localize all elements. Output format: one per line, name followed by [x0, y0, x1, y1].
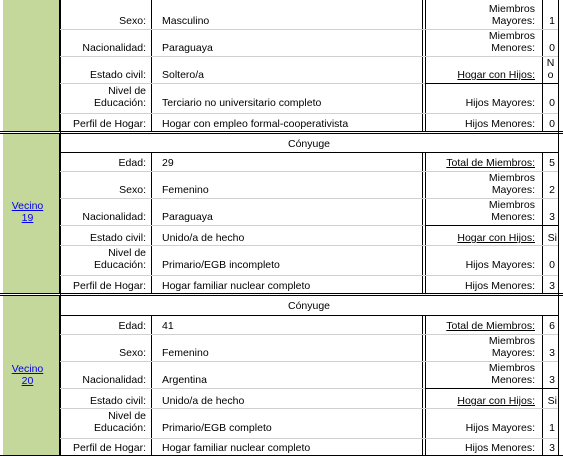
grid-line: [558, 0, 559, 456]
label-sexo: Sexo:: [119, 184, 146, 196]
label-hogar-con-hijos: Hogar con Hijos:: [457, 395, 535, 407]
label-hijos-menores: Hijos Menores:: [464, 442, 535, 454]
value-line: o: [547, 69, 554, 81]
grid-line: [422, 315, 423, 456]
label-line: Miembros: [488, 362, 535, 374]
value-nivel-educacion: Terciario no universitario completo: [162, 97, 322, 109]
value-perfil-hogar: Hogar familiar nuclear completo: [162, 280, 311, 292]
grid-line: [151, 152, 152, 293]
label-miembros-mayores: [428, 3, 535, 27]
value-miembros-mayores: 1: [549, 15, 555, 27]
vecino-20-link-word: Vecino: [11, 363, 44, 375]
label-miembros-mayores: [428, 172, 535, 196]
label-miembros-menores: [428, 199, 535, 223]
section-header-conyuge: Cónyuge: [287, 138, 331, 150]
value-line: N: [546, 57, 555, 69]
value-miembros-menores: 3: [549, 374, 555, 386]
grid-line: [425, 0, 426, 131]
row-separator: [60, 275, 558, 276]
label-nivel-educacion: [62, 247, 146, 271]
label-total-miembros: Total de Miembros:: [446, 157, 535, 169]
label-line: Miembros: [488, 199, 535, 211]
value-hijos-menores: 3: [549, 442, 555, 454]
grid-line: [425, 152, 426, 293]
section-header-conyuge: Cónyuge: [287, 300, 331, 312]
value-nacionalidad: Argentina: [162, 374, 207, 386]
label-line: Mayores:: [491, 347, 535, 359]
label-hijos-menores: Hijos Menores:: [464, 280, 535, 292]
label-hijos-mayores: Hijos Mayores:: [465, 97, 535, 109]
value-nacionalidad: Paraguaya: [162, 211, 213, 223]
value-nivel-educacion: Primario/EGB incompleto: [162, 259, 280, 271]
vecino-19-link[interactable]: [0, 200, 55, 224]
label-line: Miembros: [488, 172, 535, 184]
row-separator: [60, 408, 558, 409]
label-hijos-mayores: Hijos Mayores:: [465, 422, 535, 434]
grid-line: [0, 295, 563, 296]
value-miembros-mayores: 3: [549, 347, 555, 359]
value-estado-civil: Unido/a de hecho: [162, 232, 245, 244]
row-separator: [60, 56, 558, 57]
value-miembros-menores: 3: [549, 211, 555, 223]
value-sexo: Masculino: [162, 15, 210, 27]
label-perfil-hogar: Perfil de Hogar:: [73, 280, 146, 292]
value-hijos-mayores: 0: [549, 97, 555, 109]
grid-line: [425, 83, 558, 84]
grid-line: [60, 152, 558, 153]
value-sexo: Femenino: [162, 184, 209, 196]
label-estado-civil: Estado civil:: [89, 232, 146, 244]
label-line: Educación:: [94, 97, 146, 109]
label-miembros-menores: [428, 362, 535, 386]
label-edad: Edad:: [118, 157, 146, 169]
label-line: Nivel de: [108, 410, 146, 422]
label-nacionalidad: Nacionalidad:: [82, 211, 146, 223]
label-line: Nivel de: [108, 85, 146, 97]
grid-line: [425, 315, 426, 456]
label-hogar-con-hijos: Hogar con Hijos:: [457, 69, 535, 81]
row-separator: [60, 438, 558, 439]
label-line: Menores:: [491, 42, 535, 54]
vecino-20-link-number: 20: [21, 375, 34, 387]
label-line: Nivel de: [108, 247, 146, 259]
vecino-cell-18: [3, 0, 60, 131]
label-nivel-educacion: [62, 85, 146, 109]
label-edad: Edad:: [118, 320, 146, 332]
value-sexo: Femenino: [162, 347, 209, 359]
grid-line: [422, 0, 423, 131]
label-perfil-hogar: Perfil de Hogar:: [73, 442, 146, 454]
label-sexo: Sexo:: [119, 347, 146, 359]
value-estado-civil: Soltero/a: [162, 69, 205, 81]
grid-line: [151, 0, 152, 131]
label-miembros-mayores: [428, 335, 535, 359]
label-nacionalidad: Nacionalidad:: [82, 374, 146, 386]
label-miembros-menores: [428, 30, 535, 54]
value-edad: 41: [162, 320, 174, 332]
value-hogar-con-hijos: Si: [547, 232, 557, 244]
value-perfil-hogar: Hogar con empleo formal-cooperativista: [162, 118, 349, 130]
label-line: Miembros: [488, 30, 535, 42]
label-line: Educación:: [94, 259, 146, 271]
grid-line: [151, 315, 152, 456]
vecino-19-link-number: 19: [21, 212, 34, 224]
value-hijos-menores: 0: [549, 118, 555, 130]
value-edad: 29: [162, 157, 174, 169]
grid-line: [422, 152, 423, 293]
label-line: Menores:: [491, 374, 535, 386]
label-nivel-educacion: [62, 410, 146, 434]
value-hijos-mayores: 0: [549, 259, 555, 271]
value-total-miembros: 6: [549, 320, 555, 332]
label-sexo: Sexo:: [119, 15, 146, 27]
label-line: Educación:: [94, 422, 146, 434]
label-line: Menores:: [491, 211, 535, 223]
value-perfil-hogar: Hogar familiar nuclear completo: [162, 442, 311, 454]
label-estado-civil: Estado civil:: [89, 69, 146, 81]
value-hogar-con-hijos: [543, 57, 558, 81]
label-estado-civil: Estado civil:: [89, 395, 146, 407]
value-miembros-mayores: 2: [549, 184, 555, 196]
grid-line: [0, 133, 563, 134]
label-hijos-mayores: Hijos Mayores:: [465, 259, 535, 271]
grid-line: [425, 225, 558, 226]
row-separator: [60, 113, 558, 114]
grid-line: [425, 388, 558, 389]
value-hijos-menores: 3: [549, 280, 555, 292]
label-line: Mayores:: [491, 184, 535, 196]
vecino-20-link[interactable]: [0, 363, 55, 387]
row-separator: [60, 245, 558, 246]
value-hijos-mayores: 1: [549, 422, 555, 434]
value-nivel-educacion: Primario/EGB completo: [162, 422, 272, 434]
label-line: Mayores:: [491, 15, 535, 27]
grid-line: [60, 315, 558, 316]
label-nacionalidad: Nacionalidad:: [82, 42, 146, 54]
value-estado-civil: Unido/a de hecho: [162, 395, 245, 407]
label-line: Miembros: [488, 3, 535, 15]
label-line: Miembros: [488, 335, 535, 347]
grid-line: [0, 131, 563, 132]
value-hogar-con-hijos: Si: [547, 395, 557, 407]
grid-line: [0, 293, 563, 294]
value-total-miembros: 5: [549, 157, 555, 169]
label-hijos-menores: Hijos Menores:: [464, 118, 535, 130]
label-total-miembros: Total de Miembros:: [446, 320, 535, 332]
vecino-19-link-word: Vecino: [11, 200, 44, 212]
label-perfil-hogar: Perfil de Hogar:: [73, 118, 146, 130]
value-miembros-menores: 0: [549, 42, 555, 54]
label-hogar-con-hijos: Hogar con Hijos:: [457, 232, 535, 244]
value-nacionalidad: Paraguaya: [162, 42, 213, 54]
